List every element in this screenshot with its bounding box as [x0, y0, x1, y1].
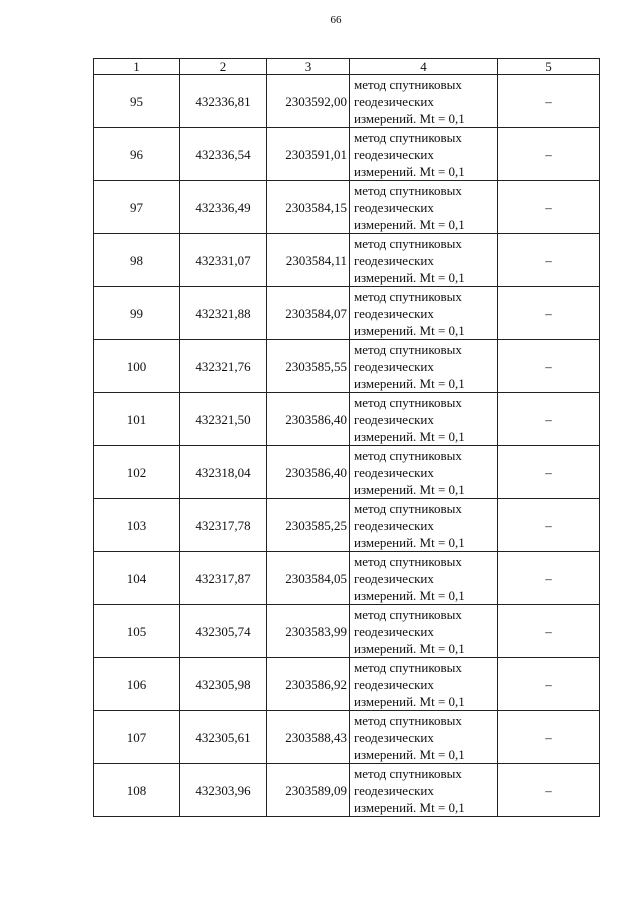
table-header: [94, 59, 600, 75]
point-number-cell: 98: [94, 234, 180, 287]
y-coordinate-cell: 2303584,05: [267, 552, 350, 605]
y-coordinate-cell: 2303588,43: [267, 711, 350, 764]
point-number-cell: 108: [94, 764, 180, 817]
method-line: измерений. Mt = 0,1: [354, 640, 465, 656]
x-coordinate-cell: 432331,07: [180, 234, 267, 287]
point-number-cell: 102: [94, 446, 180, 499]
table-body: [94, 75, 600, 817]
method-line: измерений. Mt = 0,1: [354, 799, 465, 815]
x-coordinate-cell: 432321,76: [180, 340, 267, 393]
x-coordinate-cell: 432317,78: [180, 499, 267, 552]
method-cell: [350, 764, 498, 817]
method-line: метод спутниковых: [354, 341, 462, 357]
note-cell: –: [498, 499, 600, 552]
method-line: метод спутниковых: [354, 553, 462, 569]
point-number-cell: 105: [94, 605, 180, 658]
x-coordinate-cell: 432321,50: [180, 393, 267, 446]
point-number-cell: 99: [94, 287, 180, 340]
point-number-cell: 96: [94, 128, 180, 181]
method-line: геодезических: [354, 729, 434, 745]
method-line: геодезических: [354, 305, 434, 321]
y-coordinate-cell: 2303586,40: [267, 446, 350, 499]
y-coordinate-cell: 2303591,01: [267, 128, 350, 181]
method-line: геодезических: [354, 517, 434, 533]
method-cell: [350, 181, 498, 234]
method-line: измерений. Mt = 0,1: [354, 746, 465, 762]
table-row: [94, 128, 600, 181]
y-coordinate-cell: 2303583,99: [267, 605, 350, 658]
method-line: геодезических: [354, 411, 434, 427]
point-number-cell: 104: [94, 552, 180, 605]
y-coordinate-cell: 2303585,55: [267, 340, 350, 393]
x-coordinate-cell: 432336,81: [180, 75, 267, 128]
method-line: измерений. Mt = 0,1: [354, 587, 465, 603]
y-coordinate-cell: 2303592,00: [267, 75, 350, 128]
note-cell: –: [498, 340, 600, 393]
method-line: измерений. Mt = 0,1: [354, 375, 465, 391]
header-row: [94, 59, 600, 75]
header-col-4: 4: [350, 59, 498, 75]
note-cell: –: [498, 658, 600, 711]
method-line: измерений. Mt = 0,1: [354, 481, 465, 497]
table-row: [94, 340, 600, 393]
header-col-3: 3: [267, 59, 350, 75]
note-cell: –: [498, 181, 600, 234]
note-cell: –: [498, 234, 600, 287]
method-cell: [350, 75, 498, 128]
note-cell: –: [498, 287, 600, 340]
table-row: [94, 658, 600, 711]
method-line: геодезических: [354, 146, 434, 162]
method-line: геодезических: [354, 93, 434, 109]
table-row: [94, 234, 600, 287]
note-cell: –: [498, 711, 600, 764]
table-row: [94, 764, 600, 817]
point-number-cell: 95: [94, 75, 180, 128]
method-line: метод спутниковых: [354, 712, 462, 728]
method-cell: [350, 128, 498, 181]
x-coordinate-cell: 432318,04: [180, 446, 267, 499]
method-line: измерений. Mt = 0,1: [354, 110, 465, 126]
method-line: геодезических: [354, 358, 434, 374]
x-coordinate-cell: 432321,88: [180, 287, 267, 340]
x-coordinate-cell: 432303,96: [180, 764, 267, 817]
note-cell: –: [498, 446, 600, 499]
method-cell: [350, 552, 498, 605]
y-coordinate-cell: 2303589,09: [267, 764, 350, 817]
method-line: метод спутниковых: [354, 606, 462, 622]
header-col-5: 5: [498, 59, 600, 75]
point-number-cell: 107: [94, 711, 180, 764]
method-cell: [350, 446, 498, 499]
method-cell: [350, 287, 498, 340]
method-line: геодезических: [354, 676, 434, 692]
method-line: метод спутниковых: [354, 76, 462, 92]
table-row: [94, 552, 600, 605]
x-coordinate-cell: 432305,74: [180, 605, 267, 658]
point-number-cell: 97: [94, 181, 180, 234]
table-row: [94, 605, 600, 658]
method-line: измерений. Mt = 0,1: [354, 534, 465, 550]
table-row: [94, 499, 600, 552]
y-coordinate-cell: 2303585,25: [267, 499, 350, 552]
method-line: метод спутниковых: [354, 765, 462, 781]
y-coordinate-cell: 2303584,11: [267, 234, 350, 287]
coordinates-table: [93, 58, 600, 817]
x-coordinate-cell: 432317,87: [180, 552, 267, 605]
x-coordinate-cell: 432336,49: [180, 181, 267, 234]
method-line: геодезических: [354, 199, 434, 215]
note-cell: –: [498, 393, 600, 446]
method-line: метод спутниковых: [354, 235, 462, 251]
method-line: метод спутниковых: [354, 447, 462, 463]
method-line: геодезических: [354, 623, 434, 639]
y-coordinate-cell: 2303586,40: [267, 393, 350, 446]
page-number: 66: [330, 14, 342, 26]
method-line: геодезических: [354, 252, 434, 268]
method-line: метод спутниковых: [354, 182, 462, 198]
point-number-cell: 100: [94, 340, 180, 393]
method-cell: [350, 340, 498, 393]
y-coordinate-cell: 2303586,92: [267, 658, 350, 711]
table-row: [94, 75, 600, 128]
method-cell: [350, 393, 498, 446]
method-line: геодезических: [354, 570, 434, 586]
note-cell: –: [498, 75, 600, 128]
method-line: измерений. Mt = 0,1: [354, 216, 465, 232]
method-line: метод спутниковых: [354, 288, 462, 304]
method-line: метод спутниковых: [354, 129, 462, 145]
point-number-cell: 103: [94, 499, 180, 552]
method-line: измерений. Mt = 0,1: [354, 428, 465, 444]
method-line: измерений. Mt = 0,1: [354, 693, 465, 709]
method-line: измерений. Mt = 0,1: [354, 269, 465, 285]
note-cell: –: [498, 128, 600, 181]
note-cell: –: [498, 552, 600, 605]
table-row: [94, 181, 600, 234]
method-cell: [350, 234, 498, 287]
y-coordinate-cell: 2303584,15: [267, 181, 350, 234]
y-coordinate-cell: 2303584,07: [267, 287, 350, 340]
table-row: [94, 393, 600, 446]
note-cell: –: [498, 605, 600, 658]
note-cell: –: [498, 764, 600, 817]
method-line: метод спутниковых: [354, 394, 462, 410]
point-number-cell: 101: [94, 393, 180, 446]
method-cell: [350, 499, 498, 552]
table-row: [94, 287, 600, 340]
method-cell: [350, 605, 498, 658]
method-line: метод спутниковых: [354, 659, 462, 675]
method-cell: [350, 658, 498, 711]
method-cell: [350, 711, 498, 764]
x-coordinate-cell: 432305,98: [180, 658, 267, 711]
header-col-2: 2: [180, 59, 267, 75]
point-number-cell: 106: [94, 658, 180, 711]
method-line: геодезических: [354, 464, 434, 480]
method-line: метод спутниковых: [354, 500, 462, 516]
x-coordinate-cell: 432336,54: [180, 128, 267, 181]
method-line: измерений. Mt = 0,1: [354, 322, 465, 338]
header-col-1: 1: [94, 59, 180, 75]
x-coordinate-cell: 432305,61: [180, 711, 267, 764]
method-line: измерений. Mt = 0,1: [354, 163, 465, 179]
table-row: [94, 711, 600, 764]
method-line: геодезических: [354, 782, 434, 798]
table-row: [94, 446, 600, 499]
